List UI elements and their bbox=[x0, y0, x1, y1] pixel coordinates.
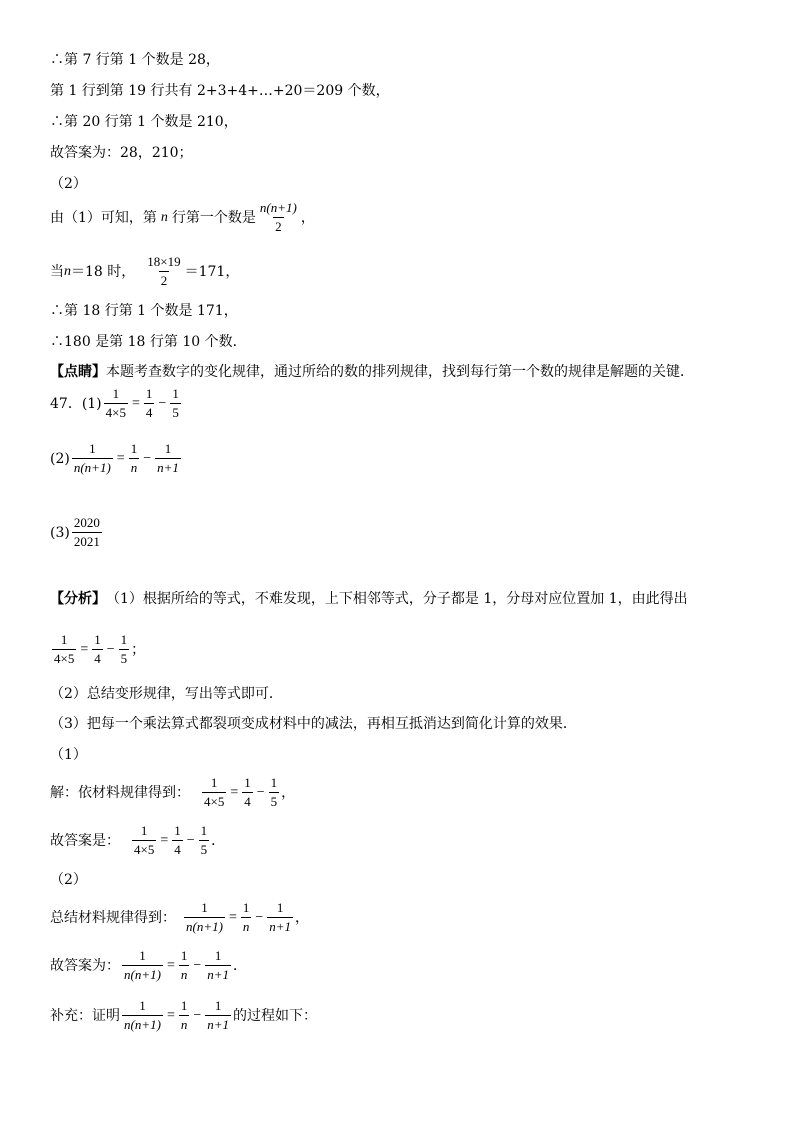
numerator: 1 bbox=[112, 386, 120, 401]
denominator: n bbox=[180, 1017, 188, 1032]
eq: = bbox=[160, 832, 169, 848]
text: ； bbox=[131, 641, 146, 658]
denominator: n+1 bbox=[207, 1017, 230, 1032]
line-10 bbox=[50, 362, 694, 382]
frac-1-over-4 bbox=[144, 386, 155, 421]
text: 第 1 行到第 19 行共有 2+3+4+…+20＝209 个数， bbox=[50, 83, 390, 99]
denominator: 4 bbox=[174, 842, 181, 857]
summary-2 bbox=[50, 900, 309, 935]
tag-dianjing: 【点睛】 bbox=[50, 364, 106, 380]
frac-1-over-nplus1 bbox=[155, 441, 181, 476]
frac-1-over-4 bbox=[92, 632, 103, 667]
numerator: 1 bbox=[180, 948, 188, 963]
frac-1-over-n-np1 bbox=[72, 441, 113, 476]
analysis-2 bbox=[50, 684, 283, 704]
text: ∴180 是第 18 行第 10 个数． bbox=[50, 334, 247, 350]
frac-1-over-n bbox=[129, 441, 140, 476]
denominator: n+1 bbox=[157, 460, 179, 475]
fraction-18x19-over-2 bbox=[145, 254, 182, 289]
frac-1-over-n-np1 bbox=[122, 948, 163, 983]
frac-1-over-4x5 bbox=[132, 823, 156, 858]
frac-1-over-n-np1 bbox=[184, 900, 225, 935]
denominator: 5 bbox=[200, 842, 208, 857]
var-n: n bbox=[64, 263, 71, 279]
text: ＝18 时， bbox=[71, 263, 136, 280]
frac-1-over-n bbox=[179, 998, 190, 1033]
frac-1-over-n-np1 bbox=[122, 998, 163, 1033]
numerator: 1 bbox=[210, 775, 218, 790]
analysis-3 bbox=[50, 714, 577, 734]
numerator: 1 bbox=[214, 948, 222, 963]
text: 总结材料规律得到： bbox=[50, 909, 176, 926]
text: ＝171， bbox=[184, 263, 240, 280]
numerator: 1 bbox=[276, 900, 284, 915]
numerator: 1 bbox=[164, 441, 172, 456]
denominator: 4×5 bbox=[134, 842, 155, 857]
numerator: 1 bbox=[201, 900, 208, 915]
q47-2 bbox=[50, 441, 183, 476]
minus: − bbox=[256, 784, 265, 800]
denominator: 4×5 bbox=[105, 405, 126, 420]
text: 解：依材料规律得到： bbox=[50, 784, 190, 801]
text: ， bbox=[295, 909, 310, 926]
text: （2） bbox=[50, 872, 87, 888]
text: 行第一个数是 bbox=[171, 209, 256, 226]
line-9 bbox=[50, 332, 247, 352]
denominator: 4 bbox=[244, 794, 251, 809]
frac-1-over-nplus1 bbox=[205, 998, 231, 1033]
numerator: 1 bbox=[174, 823, 181, 838]
numerator: 1 bbox=[145, 386, 153, 401]
text: ∴第 7 行第 1 个数是 28， bbox=[50, 52, 220, 68]
numerator: 1 bbox=[94, 632, 101, 647]
denominator: 5 bbox=[120, 651, 128, 666]
minus: − bbox=[255, 909, 264, 925]
denominator: 2 bbox=[160, 273, 168, 288]
denominator: n bbox=[130, 460, 138, 475]
frac-1-over-5 bbox=[199, 823, 210, 858]
minus: − bbox=[106, 641, 115, 657]
text: 由（1）可知，第 bbox=[50, 209, 157, 226]
eq: = bbox=[230, 784, 239, 800]
eq: = bbox=[132, 395, 140, 411]
text: ， bbox=[300, 209, 315, 226]
text: 故答案是： bbox=[50, 832, 120, 849]
minus: − bbox=[143, 450, 152, 466]
frac-1-over-5 bbox=[170, 386, 181, 421]
denominator: n+1 bbox=[207, 967, 230, 982]
minus: − bbox=[158, 395, 167, 411]
eq: = bbox=[80, 641, 89, 657]
frac-1-over-4x5 bbox=[104, 386, 128, 421]
line-7 bbox=[50, 254, 239, 289]
text: （2） bbox=[50, 176, 87, 192]
numerator: 1 bbox=[242, 900, 250, 915]
denominator: 5 bbox=[270, 794, 278, 809]
frac-1-over-4x5 bbox=[52, 632, 76, 667]
frac-1-over-4 bbox=[172, 823, 183, 858]
answer-2 bbox=[50, 948, 247, 983]
frac-1-over-n bbox=[241, 900, 252, 935]
question-label: (2) bbox=[50, 450, 70, 467]
text: 故答案为： bbox=[50, 957, 120, 974]
line-8 bbox=[50, 301, 238, 321]
numerator: 1 bbox=[180, 998, 188, 1013]
frac-1-over-4x5 bbox=[202, 775, 226, 810]
question-label: 47．(1) bbox=[50, 395, 102, 412]
text: （2）总结变形规律，写出等式即可． bbox=[50, 686, 283, 702]
text: ∴第 20 行第 1 个数是 210， bbox=[50, 114, 238, 130]
eq: = bbox=[166, 1007, 175, 1023]
frac-1-over-5 bbox=[269, 775, 280, 810]
line-6 bbox=[50, 200, 315, 235]
denominator: 5 bbox=[172, 405, 179, 420]
numerator: 2020 bbox=[73, 515, 100, 530]
text: ∴第 18 行第 1 个数是 171， bbox=[50, 303, 238, 319]
line-4 bbox=[50, 143, 193, 163]
denominator: n(n+1) bbox=[124, 1017, 161, 1032]
frac-1-over-nplus1 bbox=[205, 948, 231, 983]
denominator: n bbox=[242, 919, 250, 934]
numerator: 1 bbox=[244, 775, 251, 790]
fraction-n-np1-over-2 bbox=[258, 200, 299, 235]
frac-1-over-n bbox=[179, 948, 190, 983]
frac-2020-over-2021 bbox=[72, 515, 102, 550]
eq: = bbox=[116, 450, 125, 466]
text: ， bbox=[281, 784, 296, 801]
var-n: n bbox=[160, 209, 168, 225]
denominator: 4×5 bbox=[54, 651, 75, 666]
text: ． bbox=[211, 832, 226, 849]
frac-1-over-5 bbox=[119, 632, 130, 667]
line-2 bbox=[50, 81, 390, 101]
denominator: n(n+1) bbox=[124, 967, 161, 982]
text: （1）根据所给的等式，不难发现，上下相邻等式，分子都是 1，分母对应位置加 1，由此得出 bbox=[106, 591, 688, 607]
numerator: 1 bbox=[139, 948, 146, 963]
line-5 bbox=[50, 174, 87, 194]
analysis-line bbox=[50, 589, 688, 609]
text: ． bbox=[233, 957, 248, 974]
q47-3 bbox=[50, 515, 104, 550]
minus: − bbox=[186, 832, 195, 848]
q47-1 bbox=[50, 386, 183, 421]
numerator: 1 bbox=[270, 775, 278, 790]
analysis-formula bbox=[50, 632, 145, 667]
numerator: 18×19 bbox=[147, 254, 181, 269]
text: 当 bbox=[50, 263, 64, 280]
minus: − bbox=[193, 1007, 202, 1023]
text: （1） bbox=[50, 747, 87, 763]
numerator: 1 bbox=[172, 386, 179, 401]
minus: − bbox=[193, 957, 202, 973]
denominator: 2 bbox=[275, 219, 282, 234]
question-label: (3) bbox=[50, 524, 70, 541]
denominator: n+1 bbox=[269, 919, 292, 934]
part-2 bbox=[50, 870, 87, 890]
numerator: 1 bbox=[214, 998, 222, 1013]
text: 故答案为：28，210； bbox=[50, 145, 193, 161]
solution-1 bbox=[50, 775, 295, 810]
numerator: 1 bbox=[130, 441, 138, 456]
frac-1-over-4 bbox=[242, 775, 253, 810]
numerator: 1 bbox=[139, 998, 146, 1013]
numerator: n(n+1) bbox=[259, 200, 297, 215]
denominator: 4×5 bbox=[204, 794, 225, 809]
denominator: 4 bbox=[94, 651, 101, 666]
tag-fenxi: 【分析】 bbox=[50, 591, 106, 607]
frac-1-over-nplus1 bbox=[267, 900, 293, 935]
answer-1 bbox=[50, 823, 225, 858]
denominator: 2021 bbox=[73, 534, 100, 549]
denominator: n(n+1) bbox=[73, 460, 111, 475]
numerator: 1 bbox=[200, 823, 208, 838]
numerator: 1 bbox=[89, 441, 96, 456]
text: 补充：证明 bbox=[50, 1007, 120, 1024]
numerator: 1 bbox=[60, 632, 68, 647]
eq: = bbox=[228, 909, 237, 925]
text: 的过程如下： bbox=[233, 1007, 318, 1024]
line-3 bbox=[50, 112, 238, 132]
denominator: n(n+1) bbox=[186, 919, 223, 934]
numerator: 1 bbox=[140, 823, 148, 838]
part-1 bbox=[50, 745, 87, 765]
denominator: 4 bbox=[145, 405, 153, 420]
denominator: n bbox=[180, 967, 188, 982]
line-1 bbox=[50, 50, 220, 70]
numerator: 1 bbox=[120, 632, 128, 647]
supplement bbox=[50, 998, 317, 1033]
text: （3）把每一个乘法算式都裂项变成材料中的减法，再相互抵消达到简化计算的效果． bbox=[50, 716, 577, 732]
text: 本题考查数字的变化规律，通过所给的数的排列规律，找到每行第一个数的规律是解题的关键． bbox=[106, 364, 694, 380]
eq: = bbox=[166, 957, 175, 973]
